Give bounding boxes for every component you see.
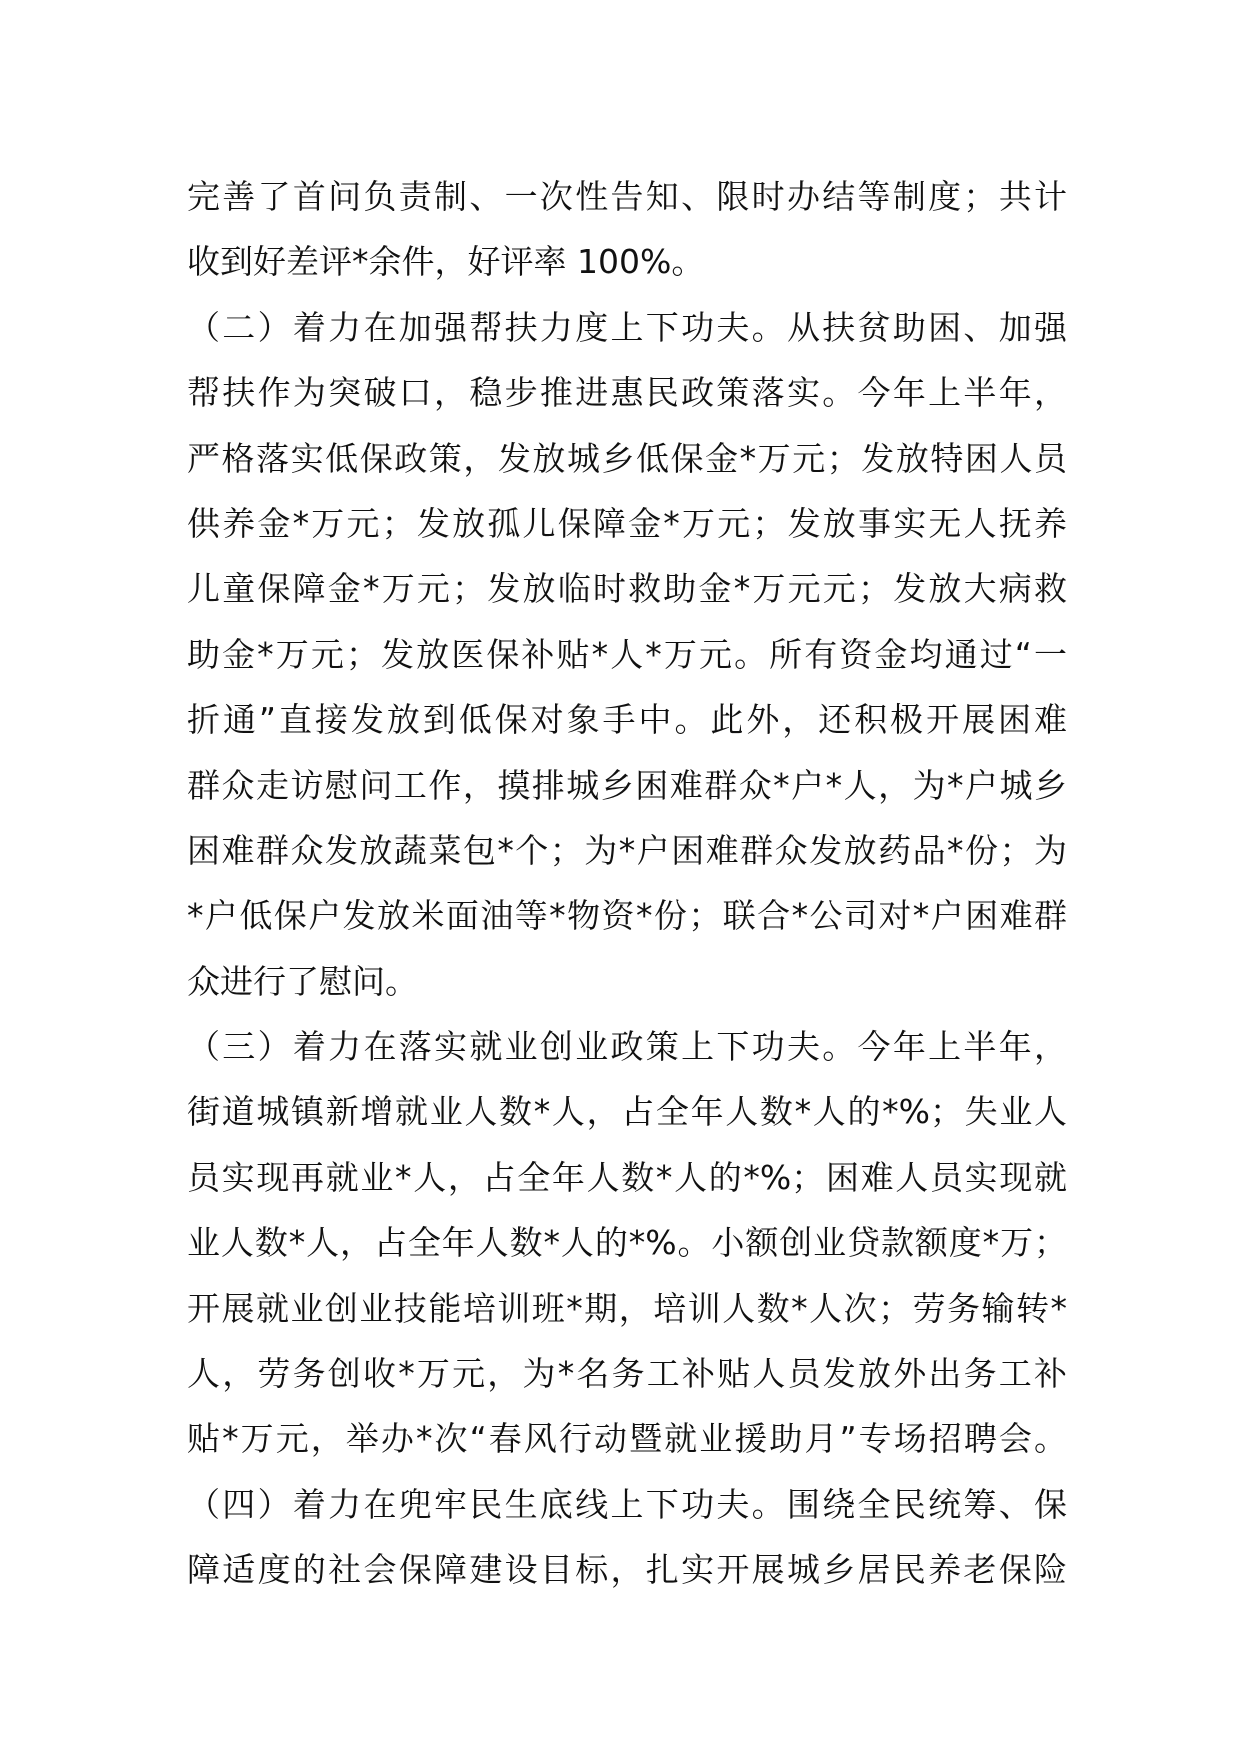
- text-line: 街道城镇新增就业人数*人，占全年人数*人的*%；失业人: [187, 1092, 1067, 1132]
- text-line: （二）着力在加强帮扶力度上下功夫。从扶贫助困、加强: [187, 307, 1067, 347]
- text-line: 儿童保障金*万元；发放临时救助金*万元元；发放大病救: [187, 569, 1067, 609]
- text-line: 障适度的社会保障建设目标，扎实开展城乡居民养老保险: [187, 1550, 1067, 1590]
- text-line: 群众走访慰问工作，摸排城乡困难群众*户*人，为*户城乡: [187, 765, 1067, 805]
- text-line: （三）着力在落实就业创业政策上下功夫。今年上半年，: [187, 1027, 1067, 1067]
- text-line: *户低保户发放米面油等*物资*份；联合*公司对*户困难群: [187, 896, 1067, 936]
- text-line: 开展就业创业技能培训班*期，培训人数*人次；劳务输转*: [187, 1288, 1067, 1328]
- text-line: 收到好差评*余件，好评率 100%。: [187, 242, 705, 282]
- text-line: 帮扶作为突破口，稳步推进惠民政策落实。今年上半年，: [187, 373, 1067, 413]
- text-line: 贴*万元，举办*次“春风行动暨就业援助月”专场招聘会。: [187, 1419, 1067, 1459]
- text-line: 业人数*人，占全年人数*人的*%。小额创业贷款额度*万；: [187, 1223, 1067, 1263]
- text-line: 严格落实低保政策，发放城乡低保金*万元；发放特困人员: [187, 438, 1067, 478]
- text-line: 折通”直接发放到低保对象手中。此外，还积极开展困难: [187, 700, 1067, 740]
- text-line: 员实现再就业*人，占全年人数*人的*%；困难人员实现就: [187, 1157, 1067, 1197]
- text-line: 困难群众发放蔬菜包*个；为*户困难群众发放药品*份；为: [187, 830, 1067, 870]
- text-line: 人，劳务创收*万元，为*名务工补贴人员发放外出务工补: [187, 1354, 1067, 1394]
- text-line: 完善了首问负责制、一次性告知、限时办结等制度；共计: [187, 177, 1067, 216]
- text-line: （四）着力在兜牢民生底线上下功夫。围绕全民统筹、保: [187, 1484, 1067, 1524]
- document-body: [187, 164, 1067, 1603]
- text-line: 助金*万元；发放医保补贴*人*万元。所有资金均通过“一: [187, 634, 1067, 674]
- text-line: 众进行了慰问。: [187, 961, 418, 1001]
- text-line: 供养金*万元；发放孤儿保障金*万元；发放事实无人抚养: [187, 503, 1067, 543]
